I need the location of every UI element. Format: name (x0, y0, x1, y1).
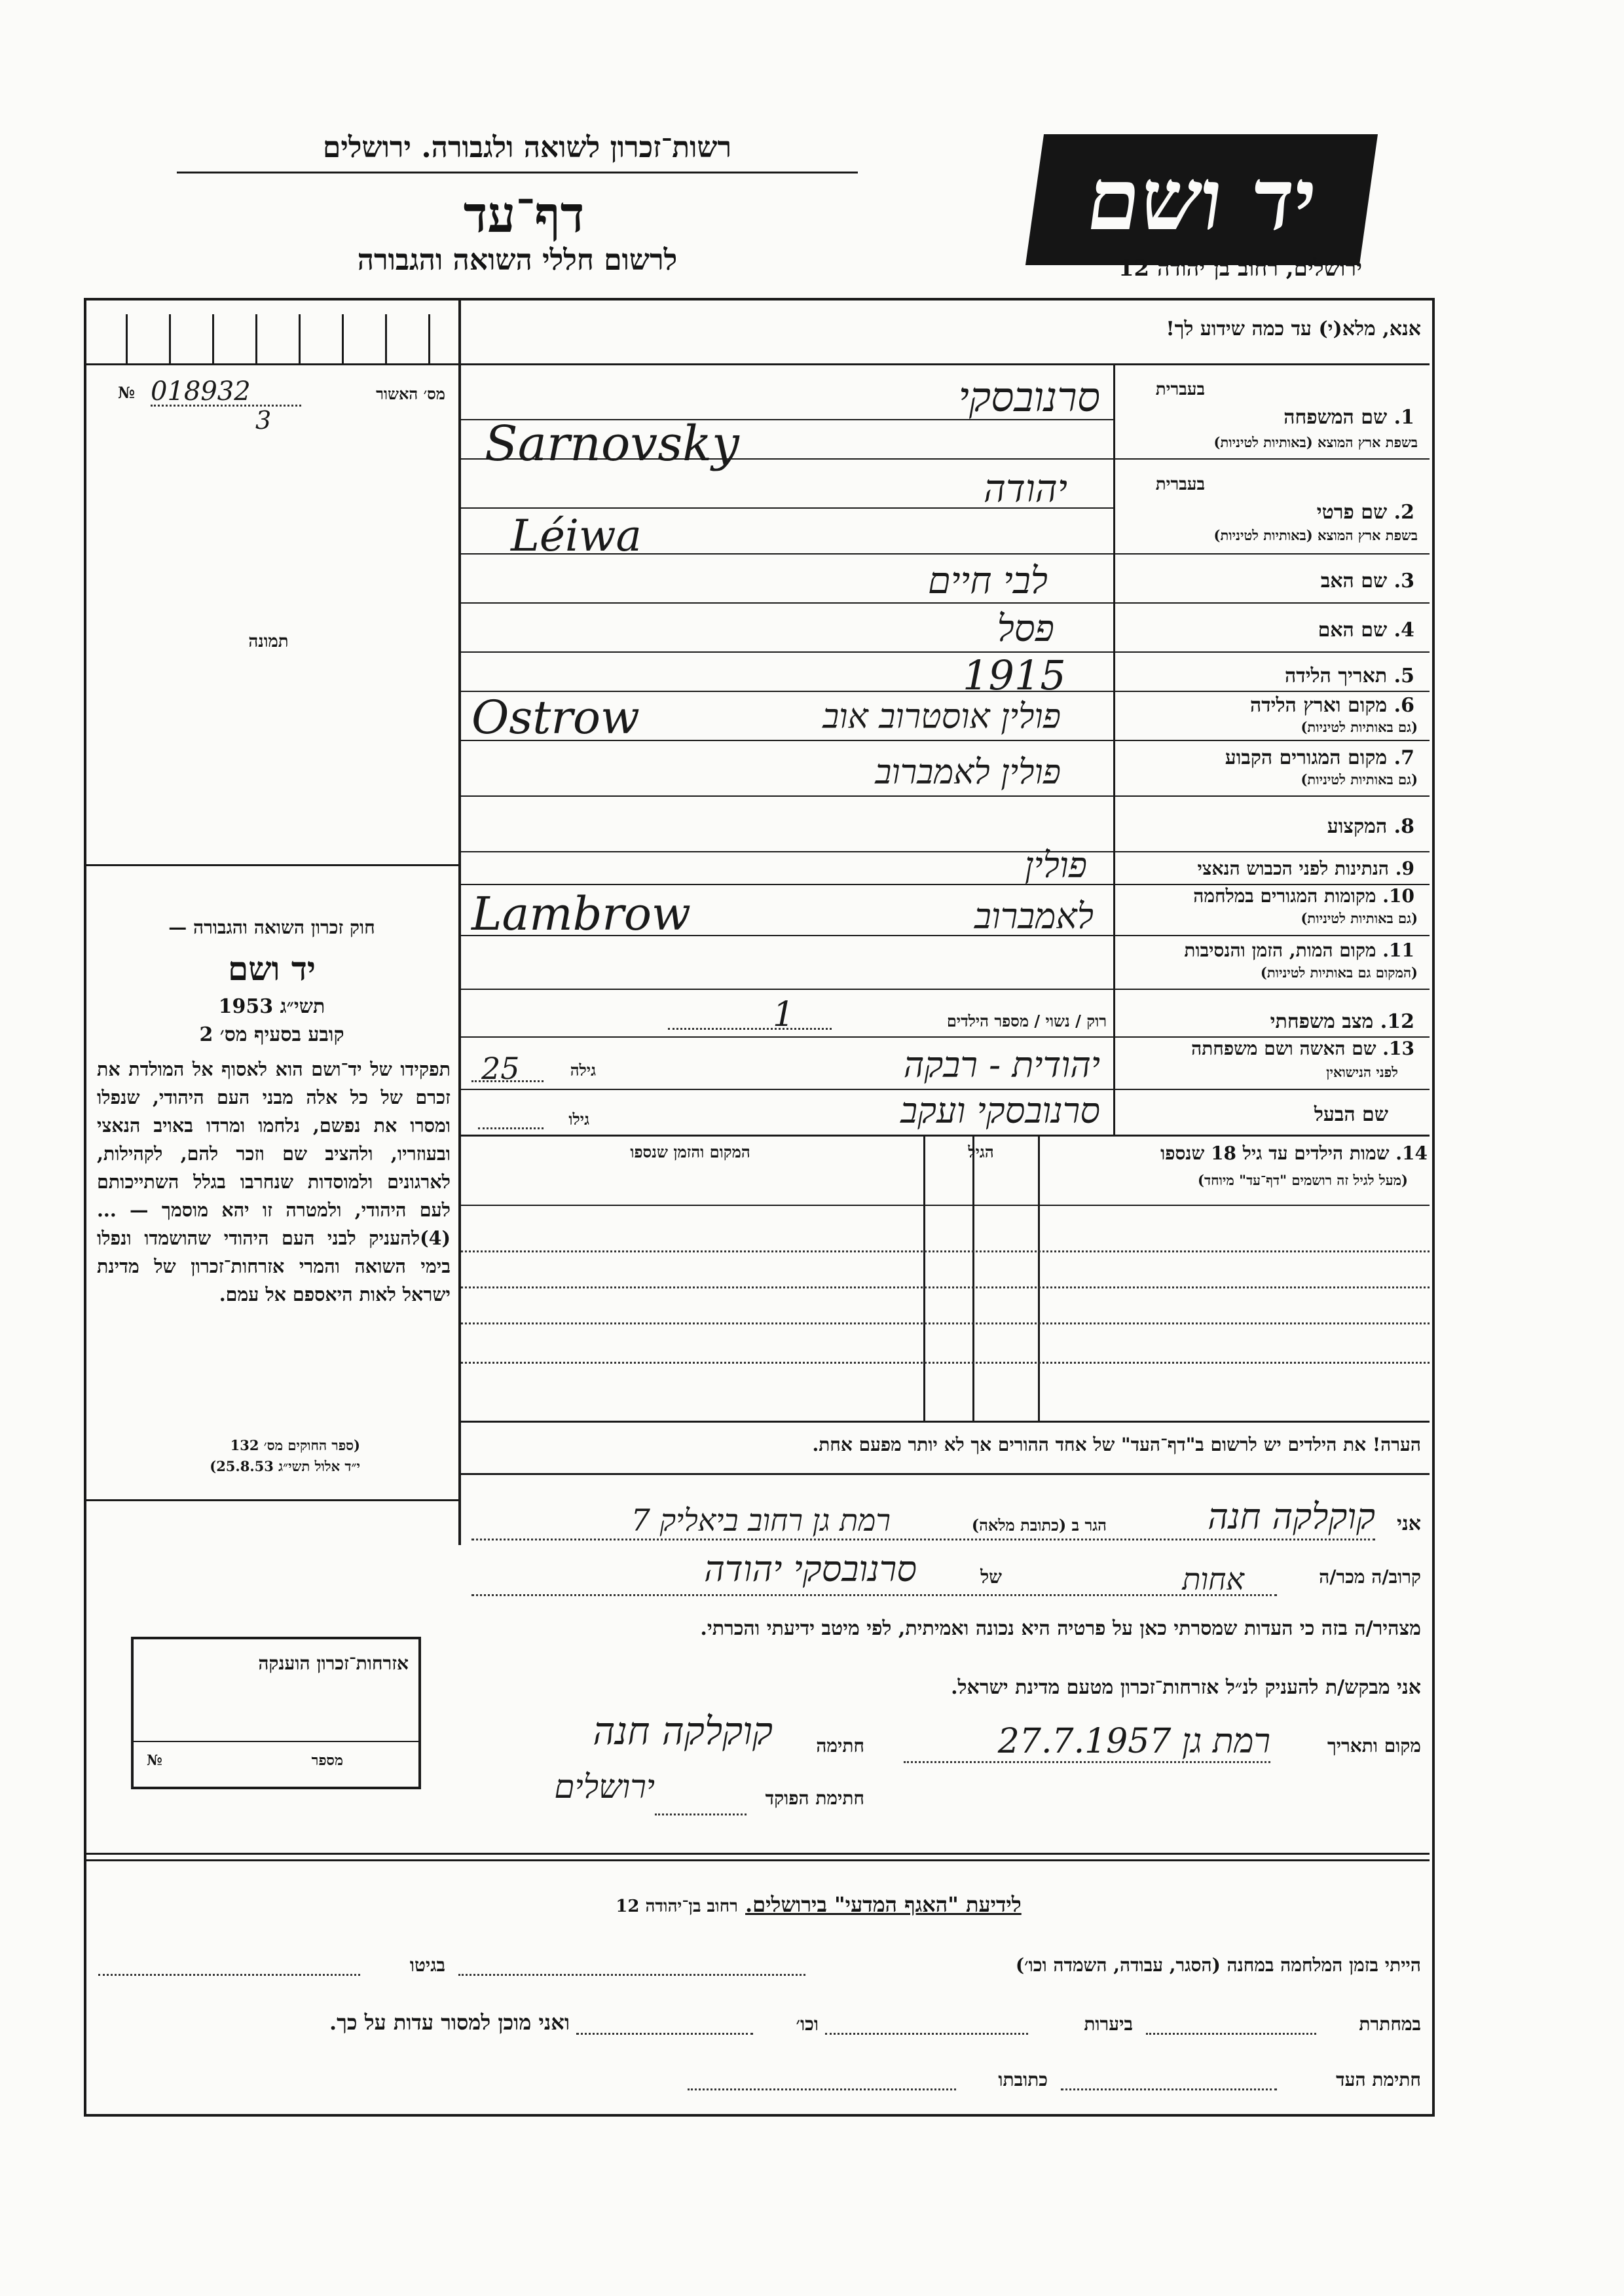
bottom-underground: במחתרת (1359, 2013, 1421, 2035)
field-11-text: מקום המות, הזמן והנסיבות (1184, 939, 1376, 961)
registration-prefix: № (118, 383, 136, 402)
registration-value: 018932 (151, 376, 251, 407)
husband-label: שם הבעל (1314, 1103, 1388, 1126)
given-name-latin: Léiwa (511, 511, 642, 561)
given-name-hebrew: יהודה (984, 466, 1067, 511)
law-year-num: 1953 (218, 995, 274, 1018)
field-6-sub: (גם באותיות לטיניות) (1301, 719, 1418, 735)
field-12-num: 12. (1380, 1010, 1414, 1033)
bottom-witness-signature: חתימת העד (1336, 2069, 1421, 2090)
law-title: חוק זכרון השואה והגבורה — (168, 917, 375, 938)
citizenship-box-title: אזרחות־זכרון הוענקה (258, 1652, 409, 1674)
registration-label: מס׳ האשור (376, 384, 445, 403)
field-4-text: שם האם (1318, 619, 1388, 642)
declaration-relative-label: קרוב/ה מכר/ה (1319, 1566, 1421, 1588)
field-7-num: 7. (1393, 746, 1414, 769)
birth-date-value: 1915 (963, 651, 1066, 699)
bottom-line-1: הייתי בזמן המלחמה במחנה (הסגר, עבודה, השמדה וכו׳) (1015, 1954, 1421, 1976)
place-date-label: מקום ותאריך (1327, 1735, 1421, 1757)
bottom-forests: ביערות (1084, 2013, 1133, 2035)
header-address: ירושלים, רחוב בן־יהודה 12 (1118, 255, 1362, 282)
field-13-sub: לפני הנישואין (1326, 1064, 1398, 1080)
field-1-sub: בשפת ארץ המוצא (באותיות לטיניות) (1213, 434, 1418, 450)
officer-signature-label: חתימת הפוקד (765, 1787, 864, 1809)
field-12-text: מצב משפחתי (1270, 1010, 1374, 1033)
wife-name-value: יהודית - רבקה (903, 1044, 1100, 1085)
wife-age-value: 25 (481, 1051, 520, 1086)
bottom-ready-testimony: ואני מוכן למסור עדות על כך. (329, 2010, 570, 2035)
field-1-label (1126, 406, 1414, 429)
declaration-of-label: של (980, 1566, 1002, 1588)
children-count-value: 1 (773, 995, 795, 1034)
wife-age-label: גילה (570, 1061, 596, 1080)
field-2-label (1126, 501, 1414, 524)
law-name: יד ושם (228, 949, 316, 988)
wartime-residence-hebrew: לאמברוב (974, 896, 1094, 937)
law-clause: קובע בסעיף מס׳ 2 (199, 1023, 344, 1046)
field-7-text: מקום המגורים הקבוע (1225, 746, 1388, 769)
children-label (1041, 1142, 1428, 1165)
law-year-he: תשי״ג (280, 995, 325, 1018)
field-2-text: שם פרטי (1316, 501, 1388, 524)
field-2-num: 2. (1393, 501, 1414, 524)
field-11-label (1126, 939, 1414, 962)
declaration-resides-label: הגר ב (כתובת מלאה) (971, 1516, 1107, 1535)
registration-suffix: 3 (255, 406, 272, 435)
field-8-label (1126, 815, 1414, 838)
field-6-text: מקום וארץ הלידה (1249, 694, 1388, 717)
field-3-text: שם האב (1320, 570, 1388, 592)
declaration-request: אני מבקש/ת להעניק לנ״ל אזרחות־זכרון מטעם מדינת ישראל. (951, 1676, 1421, 1699)
form-subtitle: לרשום חללי השואה והגבורה (357, 244, 678, 277)
bottom-etc: וכו׳ (796, 2013, 819, 2035)
field-5-label (1126, 665, 1414, 687)
field-9-num: 9. (1395, 858, 1414, 879)
field-13-text: שם האשה ושם משפחתה (1191, 1038, 1376, 1059)
field-12-label (1126, 1010, 1414, 1033)
yad-vashem-logo: יד ושם (1025, 134, 1378, 265)
mother-name-value: פסל (997, 608, 1054, 650)
citizenship-number-label: מספר (311, 1752, 343, 1769)
nationality-value: פולין (1024, 845, 1087, 886)
field-3-num: 3. (1393, 570, 1414, 592)
field-13-num: 13. (1382, 1038, 1414, 1059)
law-ref: (ספר החוקים מס׳ 132 (230, 1437, 360, 1453)
law-ref-date: י״ד אלול תשי״ג 25.8.53) (210, 1458, 360, 1474)
field-9-label (1126, 858, 1414, 880)
field-8-text: המקצוע (1327, 815, 1388, 838)
law-year (92, 995, 452, 1018)
field-1-text: שם המשפחה (1283, 406, 1388, 429)
field-7-label (1126, 746, 1414, 769)
surname-latin: Sarnovsky (485, 416, 739, 472)
field-10-sub: (גם באותיות לטיניות) (1301, 910, 1418, 926)
field-11-sub: (המקום גם באותיות לטיניות) (1260, 964, 1418, 981)
registration-number (111, 376, 452, 435)
signature-value: קוקלקה חנה (593, 1709, 773, 1753)
field-13-label (1126, 1038, 1414, 1060)
form-title: דף־עד (463, 185, 585, 244)
field-6-num: 6. (1393, 694, 1414, 717)
birth-place-hebrew: פולין אוסטרוב אוב (822, 697, 1061, 737)
field-10-text: מקומות המגורים במלחמה (1193, 885, 1376, 907)
field-9-text: הנתינות לפני הכבוש הנאצי (1197, 858, 1390, 879)
field-7-sub: (גם באותיות לטיניות) (1301, 771, 1418, 788)
birth-place-latin: Ostrow (471, 691, 640, 744)
declarant-name: קוקלקה חנה (1208, 1496, 1375, 1537)
wartime-residence-latin: Lambrow (471, 887, 691, 941)
signature-label: חתימה (816, 1735, 864, 1757)
marital-options: רוק / נשוי / מספר הילדים (946, 1011, 1107, 1030)
husband-age-label: גילו (568, 1110, 589, 1129)
field-10-label (1126, 885, 1414, 907)
relation-value: אחות (1182, 1561, 1244, 1597)
field-10-num: 10. (1382, 885, 1414, 907)
field-3-label (1126, 570, 1414, 592)
field-1-num: 1. (1393, 406, 1414, 429)
declaration-i-label: אני (1397, 1512, 1421, 1535)
children-note: הערה! את הילדים יש לרשום ב"דף־העד" של אחד ההורים אך לא יותר מפעם אחת. (812, 1434, 1421, 1455)
photo-label: תמונה (248, 632, 289, 651)
victim-name-ref: סרנובסקי יהודה (704, 1548, 917, 1590)
residence-value: פולין לאמברוב (875, 753, 1061, 792)
father-name-value: לבי חיים (927, 560, 1048, 602)
field-5-text: תאריך הלידה (1285, 665, 1388, 687)
bottom-line-1-end: בגיטו (409, 1954, 445, 1976)
field-2-sub: בשפת ארץ המוצא (באותיות לטיניות) (1213, 527, 1418, 543)
law-text: תפקידו של יד־ושם הוא לאסוף אל המולדת את זכרם של כל אלה מבני העם היהודי, שנפלו ומסרו את נפשם, נלחמו ומרדו באויב הנאצי ובעוזריו, ולהציב שם וזכר להם, לקהילות, לארגונים ולמוסדות שנחרבו בגלל השתייכותם לעם היהודי, ולמטרה זו יהא מוסמך — ...(4)להעניק לבני העם היהודי שהושמדו ונפלו בימי השואה והמרי אזרחות־זכרון של מדינת ישראל לאות היאספם אל עמם. (97, 1058, 451, 1305)
children-col-age: הגיל (968, 1142, 994, 1161)
field-5-num: 5. (1393, 665, 1414, 687)
children-label-text: שמות הילדים עד גיל 18 שנספו (1160, 1142, 1390, 1164)
field-1-hebrew-tag: בעברית (1155, 380, 1205, 399)
citizenship-number-prefix: № (147, 1752, 162, 1769)
declaration-statement: מצהיר/ה בזה כי העדות שמסרתי כאן על פרטיה היא נכונה ואמיתית, לפי מיטב ידיעתי והכרתי. (700, 1617, 1421, 1640)
place-date-value: רמת גן 27.7.1957 (997, 1722, 1270, 1761)
bottom-address: כתובתו (998, 2069, 1048, 2090)
citizenship-box (131, 1637, 421, 1789)
scientific-dept-heading (458, 1892, 1179, 1917)
field-4-num: 4. (1393, 619, 1414, 642)
intro-text: אנא, מלא(י) עד כמה שידוע לך! (1166, 318, 1421, 340)
surname-hebrew: סרנובסקי (958, 373, 1100, 421)
field-8-num: 8. (1393, 815, 1414, 838)
children-sub: (מעל לגיל זה רושמים "דף־עד" מיוחד) (1198, 1172, 1408, 1188)
field-2-hebrew-tag: בעברית (1155, 475, 1205, 494)
husband-name-value: סרנובסקי ועקב (900, 1090, 1100, 1131)
officer-signature-value: ירושלים (554, 1768, 655, 1806)
field-6-label (1126, 694, 1414, 717)
field-4-label (1126, 619, 1414, 642)
field-11-num: 11. (1382, 939, 1414, 961)
authority-title: רשות־זכרון לשואה ולגבורה. ירושלים (322, 131, 732, 164)
scientific-dept-address: רחוב בן־יהודה 12 (616, 1897, 738, 1916)
children-num: 14. (1395, 1142, 1428, 1164)
scientific-dept-title: לידיעת "האגף המדעי" בירושלים. (745, 1892, 1022, 1917)
children-col-place: המקום והזמן שנספו (630, 1142, 750, 1161)
declarant-address: רמת גן רחוב ביאליק 7 (631, 1503, 891, 1538)
